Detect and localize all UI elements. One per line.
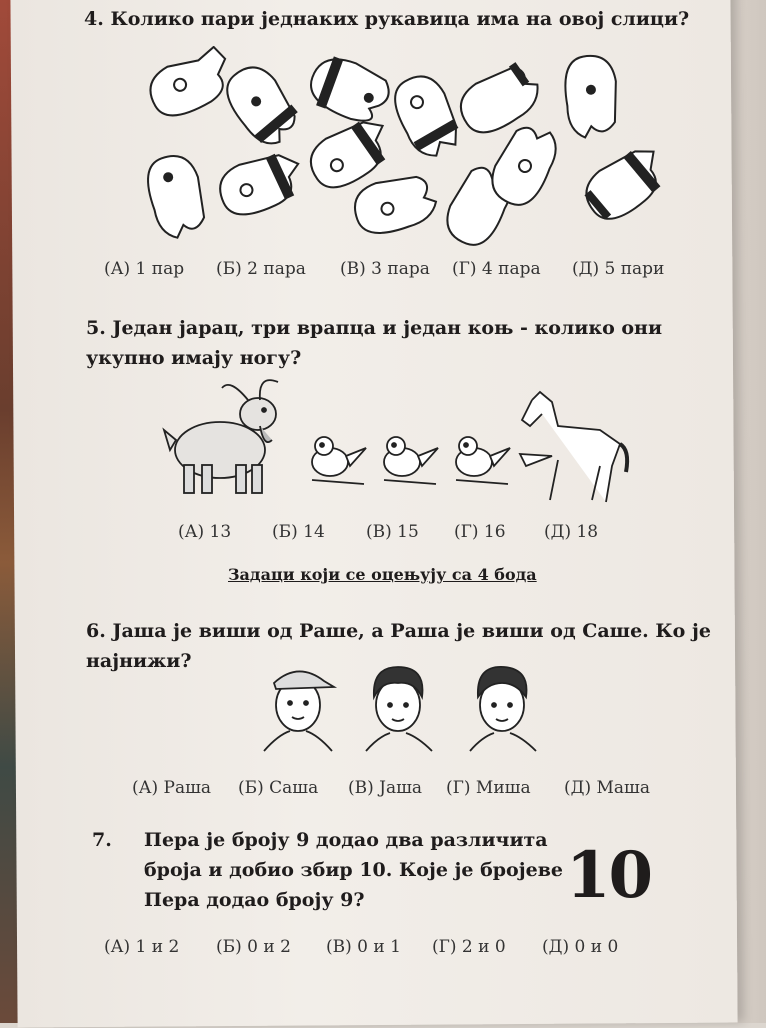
mitten-7 — [138, 149, 215, 242]
question-5 — [86, 313, 662, 373]
mitten-4 — [384, 67, 470, 163]
section-title: Задаци који се оцењују са 4 бода — [228, 565, 537, 584]
q6-option-d[interactable]: (Г) Миша — [446, 778, 531, 798]
q7-option-e[interactable]: (Д) 0 и 0 — [542, 937, 619, 957]
question-6-number: 6. — [86, 620, 106, 642]
question-6-line-2: најнижи? — [86, 650, 192, 672]
q7-option-d[interactable]: (Г) 2 и 0 — [432, 937, 506, 957]
question-4-text: Колико пари једнаких рукавица има на овој слици? — [110, 8, 690, 30]
question-7-line-1: Пера је броју 9 додао два различита — [144, 829, 548, 851]
mitten-6 — [559, 52, 625, 140]
q4-option-a[interactable]: (А) 1 пар — [104, 259, 185, 279]
mittens-illustration — [130, 46, 690, 256]
q4-option-e[interactable]: (Д) 5 пари — [572, 259, 665, 279]
question-4 — [84, 4, 689, 34]
q5-option-b[interactable]: (Б) 14 — [272, 522, 325, 542]
question-4-number: 4. — [84, 8, 104, 30]
boys-illustration — [258, 655, 558, 755]
mitten-8 — [212, 142, 310, 225]
question-7-line-3: Пера додао броју 9? — [144, 889, 365, 911]
question-5-line-2: укупно имају ногу? — [86, 347, 302, 369]
question-5-options — [178, 522, 598, 542]
mitten-1 — [141, 46, 240, 127]
question-5-number: 5. — [86, 317, 106, 339]
q5-option-c[interactable]: (В) 15 — [366, 522, 419, 542]
question-7-number: 7. — [92, 829, 112, 851]
bird-2 — [384, 437, 438, 484]
q4-option-d[interactable]: (Г) 4 пара — [452, 259, 541, 279]
q7-option-a[interactable]: (А) 1 и 2 — [104, 937, 180, 957]
boy-short-hair — [470, 667, 536, 751]
q4-option-b[interactable]: (Б) 2 пара — [216, 259, 306, 279]
q5-option-a[interactable]: (А) 13 — [178, 522, 232, 542]
mitten-2 — [216, 57, 307, 152]
question-4-options — [104, 259, 664, 279]
mitten-13 — [576, 136, 674, 230]
bird-3 — [456, 437, 510, 484]
horse-drawing — [520, 392, 627, 502]
question-6-options — [132, 778, 650, 798]
q5-option-e[interactable]: (Д) 18 — [544, 522, 599, 542]
q7-option-c[interactable]: (В) 0 и 1 — [326, 937, 401, 957]
q6-option-e[interactable]: (Д) Маша — [564, 778, 650, 798]
boy-with-cap — [264, 671, 334, 751]
question-5-line-1: Један јарац, три врапца и један коњ - колико они — [112, 317, 663, 339]
big-number: 10 — [566, 838, 652, 913]
q4-option-c[interactable]: (В) 3 пара — [340, 259, 430, 279]
q7-option-b[interactable]: (Б) 0 и 2 — [216, 937, 291, 957]
question-7-options — [104, 937, 618, 957]
bird-1 — [312, 437, 366, 484]
question-7 — [144, 825, 563, 915]
q6-option-a[interactable]: (А) Раша — [132, 778, 212, 798]
q5-option-d[interactable]: (Г) 16 — [454, 522, 506, 542]
question-7-line-2: броја и добио збир 10. Које је бројеве — [144, 859, 563, 881]
mitten-3 — [304, 51, 395, 128]
goat-drawing — [164, 380, 278, 493]
question-6-line-1: Јаша је виши од Раше, а Раша је виши од Саше. Ко је — [112, 620, 711, 642]
q6-option-b[interactable]: (Б) Саша — [238, 778, 319, 798]
q6-option-c[interactable]: (В) Јаша — [348, 778, 423, 798]
boy-curly-hair — [366, 667, 432, 751]
animals-illustration — [160, 370, 640, 510]
